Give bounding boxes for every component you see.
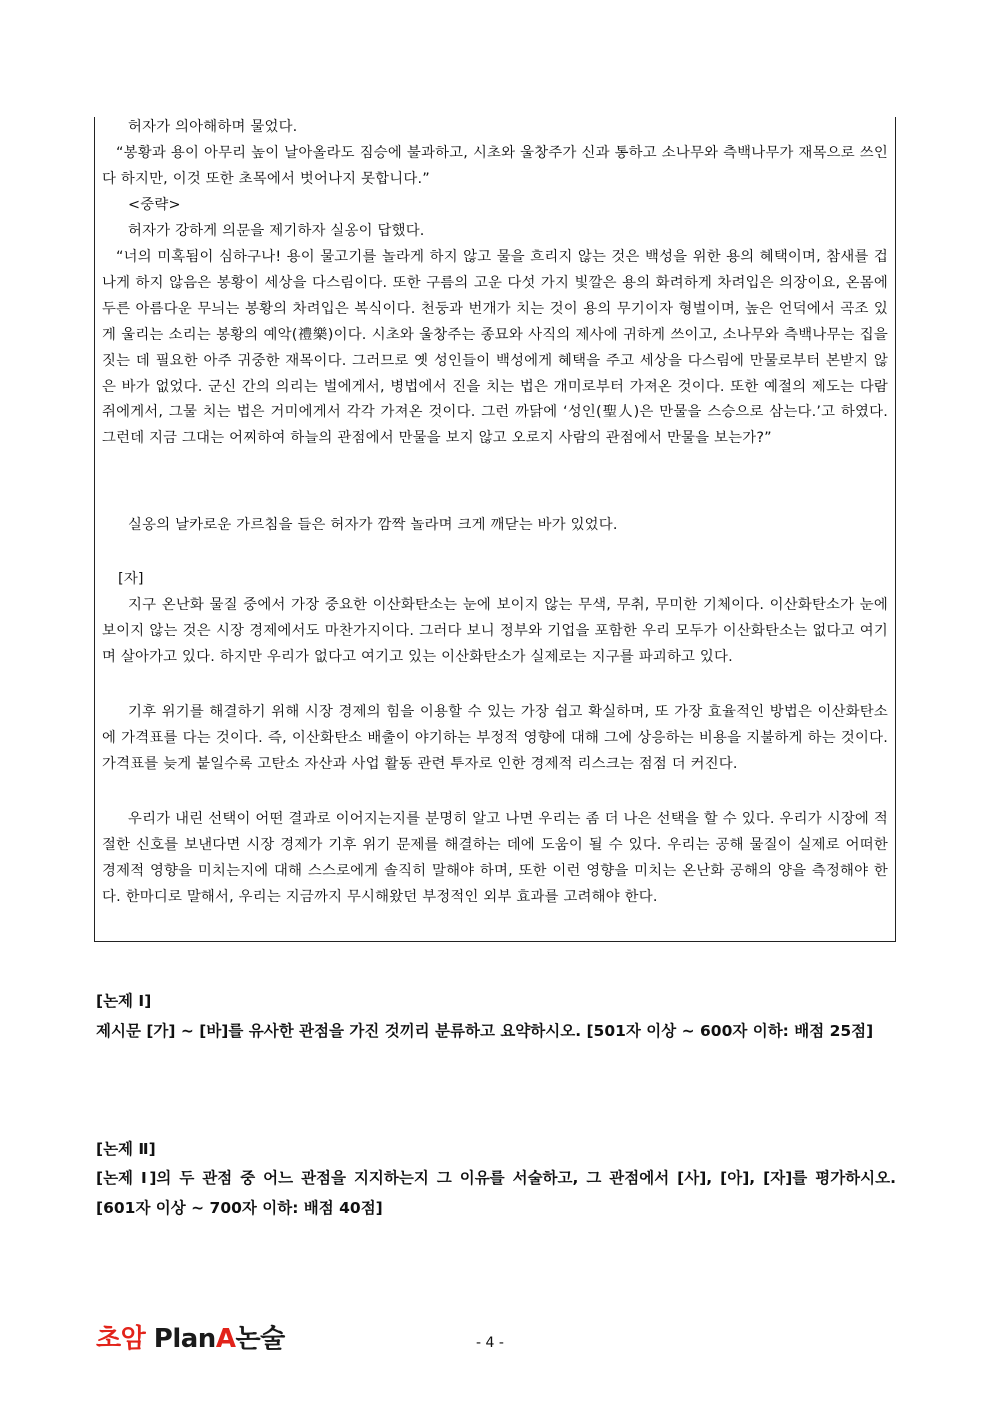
passage-ja-label: [자] bbox=[118, 571, 144, 587]
logo-part-2: Plan bbox=[153, 1324, 216, 1354]
passage-a-paragraph-2: “봉황과 용이 아무리 높이 날아올라도 짐승에 불과하고, 시초와 울창주가 신과 통하고 소나무와 측백나무가 재목으로 쓰인다 하지만, 이것 또한 초목에서 벗어나지 못합니다.” bbox=[102, 145, 888, 187]
logo-part-1: 초암 bbox=[96, 1324, 146, 1354]
passage-a-omission: <중략> bbox=[128, 197, 181, 213]
passage-ja-paragraph-2: 기후 위기를 해결하기 위해 시장 경제의 힘을 이용할 수 있는 가장 쉽고 확실하며, 또 가장 효율적인 방법은 이산화탄소에 가격표를 다는 것이다. 즉, 이산화탄소 배출이 야기하는 부정적 영향에 대해 그에 상응하는 비용을 지불하게 하는 것이다. 가격표를 늦게 붙일수록 고탄소 자산과 사업 활동 관련 투자로 인한 경제적 리스크는 점점 더 커진다. bbox=[102, 704, 888, 772]
page-number: - 4 - bbox=[476, 1335, 504, 1351]
question-2-text: [논제 Ⅰ]의 두 관점 중 어느 관점을 지지하는지 그 이유를 서술하고, 그 관점에서 [사], [아], [자]를 평가하시오. [601자 이상 ~ 700자 이하: 배점 40점] bbox=[96, 1169, 896, 1217]
question-1-text: 제시문 [가] ~ [바]를 유사한 관점을 가진 것끼리 분류하고 요약하시오. [501자 이상 ~ 600자 이하: 배점 25점] bbox=[96, 1022, 874, 1040]
passage-a-paragraph-5: 실옹의 날카로운 가르침을 들은 허자가 깜짝 놀라며 크게 깨닫는 바가 있었다. bbox=[128, 517, 618, 533]
logo-part-3: A bbox=[215, 1324, 236, 1354]
passage-ja-paragraph-1: 지구 온난화 물질 중에서 가장 중요한 이산화탄소는 눈에 보이지 않는 무색, 무취, 무미한 기체이다. 이산화탄소가 눈에 보이지 않는 것은 시장 경제에서도 마찬가지이다. 그러다 보니 정부와 기업을 포함한 우리 모두가 이산화탄소는 없다고 여기며 살아가고 있다. 하지만 우리가 없다고 여기고 있는 이산화탄소가 실제로는 지구를 파괴하고 있다. bbox=[102, 597, 888, 665]
logo-part-4: 논술 bbox=[235, 1324, 285, 1354]
passage-a-paragraph-1: 허자가 의아해하며 물었다. bbox=[128, 119, 298, 135]
passage-a-paragraph-3: 허자가 강하게 의문을 제기하자 실옹이 답했다. bbox=[128, 223, 425, 239]
brand-logo bbox=[96, 1318, 285, 1355]
question-1-label: [논제 Ⅰ] bbox=[96, 992, 152, 1010]
passage-ja-paragraph-3: 우리가 내린 선택이 어떤 결과로 이어지는지를 분명히 알고 나면 우리는 좀 더 나은 선택을 할 수 있다. 우리가 시장에 적절한 신호를 보낸다면 시장 경제가 기후 위기 문제를 해결하는 데에 도움이 될 수 있다. 우리는 공해 물질이 실제로 어떠한 경제적 영향을 미치는지에 대해 스스로에게 솔직히 말해야 하며, 또한 이런 영향을 미치는 온난화 공해의 양을 측정해야 한다. 한마디로 말해서, 우리는 지금까지 무시해왔던 부정적인 외부 효과를 고려해야 한다. bbox=[102, 811, 888, 905]
question-2-label: [논제 Ⅱ] bbox=[96, 1140, 156, 1158]
passage-a-paragraph-4: “너의 미혹됨이 심하구나! 용이 물고기를 놀라게 하지 않고 물을 흐리지 않는 것은 백성을 위한 용의 혜택이며, 참새를 겁나게 하지 않음은 봉황이 세상을 다스림이다. 또한 구름의 고운 다섯 가지 빛깔은 용의 화려하게 차려입은 의장이요, 온몸에 두른 아름다운 무늬는 봉황의 차려입은 복식이다. 천둥과 번개가 치는 것이 용의 무기이자 형벌이며, 높은 언덕에서 곡조 있게 울리는 소리는 봉황의 예악(禮樂)이다. 시초와 울창주는 종묘와 사직의 제사에 귀하게 쓰이고, 소나무와 측백나무는 집을 짓는 데 필요한 아주 귀중한 재목이다. 그러므로 옛 성인들이 백성에게 혜택을 주고 세상을 다스림에 만물로부터 본받지 않은 바가 없었다. 군신 간의 의리는 벌에게서, 병법에서 진을 치는 법은 개미로부터 가져온 것이다. 또한 예절의 제도는 다람쥐에게서, 그물 치는 법은 거미에게서 각각 가져온 것이다. 그런 까닭에 ‘성인(聖人)은 만물을 스승으로 삼는다.’고 하였다. 그런데 지금 그대는 어찌하여 하늘의 관점에서 만물을 보지 않고 오로지 사람의 관점에서 만물을 보는가?” bbox=[102, 249, 888, 447]
